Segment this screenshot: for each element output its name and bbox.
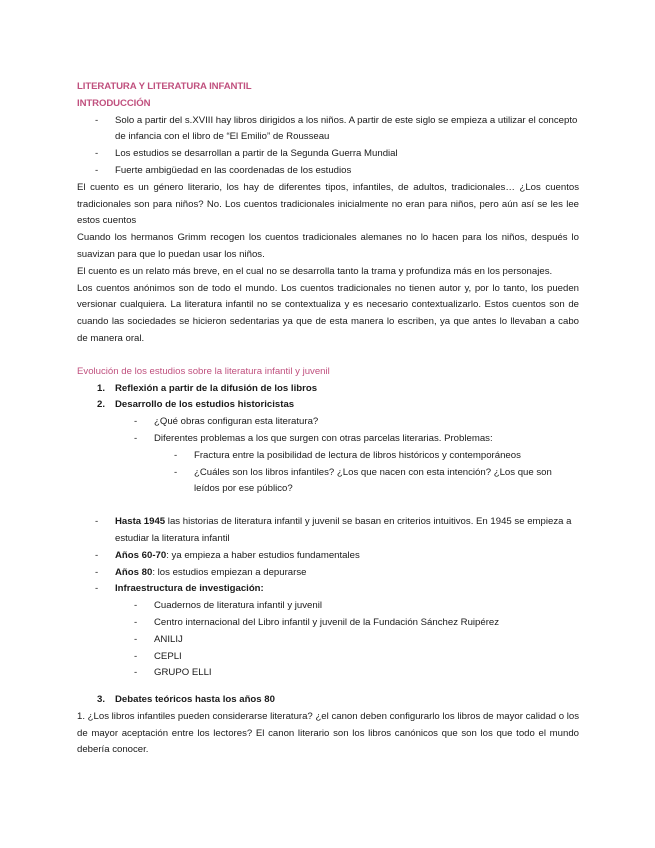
list-item: - Cuadernos de literatura infantil y juvenil xyxy=(134,598,579,615)
list-item: - ¿Cuáles son los libros infantiles? ¿Los que nacen con esta intención? ¿Los que son leídos por ese público? xyxy=(174,465,579,499)
list-item xyxy=(77,514,579,548)
numbered-item-1 xyxy=(77,381,579,398)
item-number: 2. xyxy=(97,399,106,411)
paragraph: Los cuentos anónimos son de todo el mundo. Los cuentos tradicionales no tienen autor y, por lo tanto, los pueden versionar cualquiera. La literatura infantil no se contextualiza y es necesario contextualizarlo. Estos cuentos son de cuando las sociedades se hicieron sedentarias ya que de esta manera lo escriben, ya que antes lo llevaban a cabo de manera oral. xyxy=(77,282,579,344)
document-page xyxy=(77,79,579,759)
list-item: - GRUPO ELLI xyxy=(134,665,579,682)
paragraph: 1. ¿Los libros infantiles pueden considerarse literatura? ¿el canon deben configurarlo los libros de mayor calidad o los de mayor aceptación entre los lectores? El canon literario son los libros canónicos que son los que todo el mundo debería conocer. xyxy=(77,710,579,756)
spacer xyxy=(77,498,579,514)
item-label: Desarrollo de los estudios historicistas xyxy=(115,399,295,411)
list-item: - Los estudios se desarrollan a partir de la Segunda Guerra Mundial xyxy=(77,146,579,163)
numbered-list xyxy=(77,381,579,415)
numbered-item-3 xyxy=(77,692,579,709)
list-item: - ¿Qué obras configuran esta literatura? xyxy=(134,414,579,431)
sublist-historicistas xyxy=(134,414,579,498)
history-text: las historias de literatura infantil y juvenil se basan en criterios intuitivos. En 1945 se empieza a estudiar la literatura infantil xyxy=(115,516,572,544)
document-title: LITERATURA Y LITERATURA INFANTIL xyxy=(77,81,252,92)
section-heading-evolucion: Evolución de los estudios sobre la literatura infantil y juvenil xyxy=(77,365,330,377)
list-item xyxy=(134,431,579,498)
intro-list xyxy=(77,113,579,180)
sublist-problemas xyxy=(174,448,579,498)
item-number: 3. xyxy=(97,694,106,706)
section-heading-introduccion: INTRODUCCIÓN xyxy=(77,97,151,109)
list-item xyxy=(77,581,579,598)
history-label: Infraestructura de investigación: xyxy=(115,583,264,595)
list-item xyxy=(77,565,579,582)
history-text: : los estudios empiezan a depurarse xyxy=(152,566,307,578)
list-item xyxy=(77,548,579,565)
item-label: Reflexión a partir de la difusión de los libros xyxy=(115,382,318,394)
paragraph: El cuento es un género literario, los hay de diferentes tipos, infantiles, de adultos, tradicionales… ¿Los cuentos tradicionales son para niños? No. Los cuentos tradicionales inicialmente no eran para niños, pero aún así se les lee estos cuentos xyxy=(77,181,579,227)
history-label: Años 60-70 xyxy=(115,549,167,561)
research-list xyxy=(134,598,579,682)
history-label: Hasta 1945 xyxy=(115,516,166,528)
numbered-list xyxy=(77,692,579,709)
list-item-text: Diferentes problemas a los que surgen con otras parcelas literarias. Problemas: xyxy=(154,432,493,444)
list-item: - Fractura entre la posibilidad de lectura de libros históricos y contemporáneos xyxy=(174,448,579,465)
list-item: - Fuerte ambigüedad en las coordenadas de los estudios xyxy=(77,163,579,180)
item-label: Debates teóricos hasta los años 80 xyxy=(115,694,275,706)
numbered-item-2 xyxy=(77,397,579,414)
paragraph: El cuento es un relato más breve, en el cual no se desarrolla tanto la trama y profundiza más en los personajes. xyxy=(77,265,553,277)
paragraph: Cuando los hermanos Grimm recogen los cuentos tradicionales alemanes no lo hacen para los niños, después lo suavizan para que lo puedan usar los niños. xyxy=(77,232,579,260)
spacer xyxy=(77,682,579,692)
list-item: - Centro internacional del Libro infantil y juvenil de la Fundación Sánchez Ruipérez xyxy=(134,615,579,632)
list-item: - CEPLI xyxy=(134,649,579,666)
item-number: 1. xyxy=(97,382,106,394)
list-item: - ANILIJ xyxy=(134,632,579,649)
history-label: Años 80 xyxy=(115,566,153,578)
history-list xyxy=(77,514,579,598)
history-text: : ya empieza a haber estudios fundamentales xyxy=(166,549,360,561)
list-item: - Solo a partir del s.XVIII hay libros dirigidos a los niños. A partir de este siglo se empieza a utilizar el concepto de infancia con el libro de “El Emilio” de Rousseau xyxy=(77,113,579,147)
